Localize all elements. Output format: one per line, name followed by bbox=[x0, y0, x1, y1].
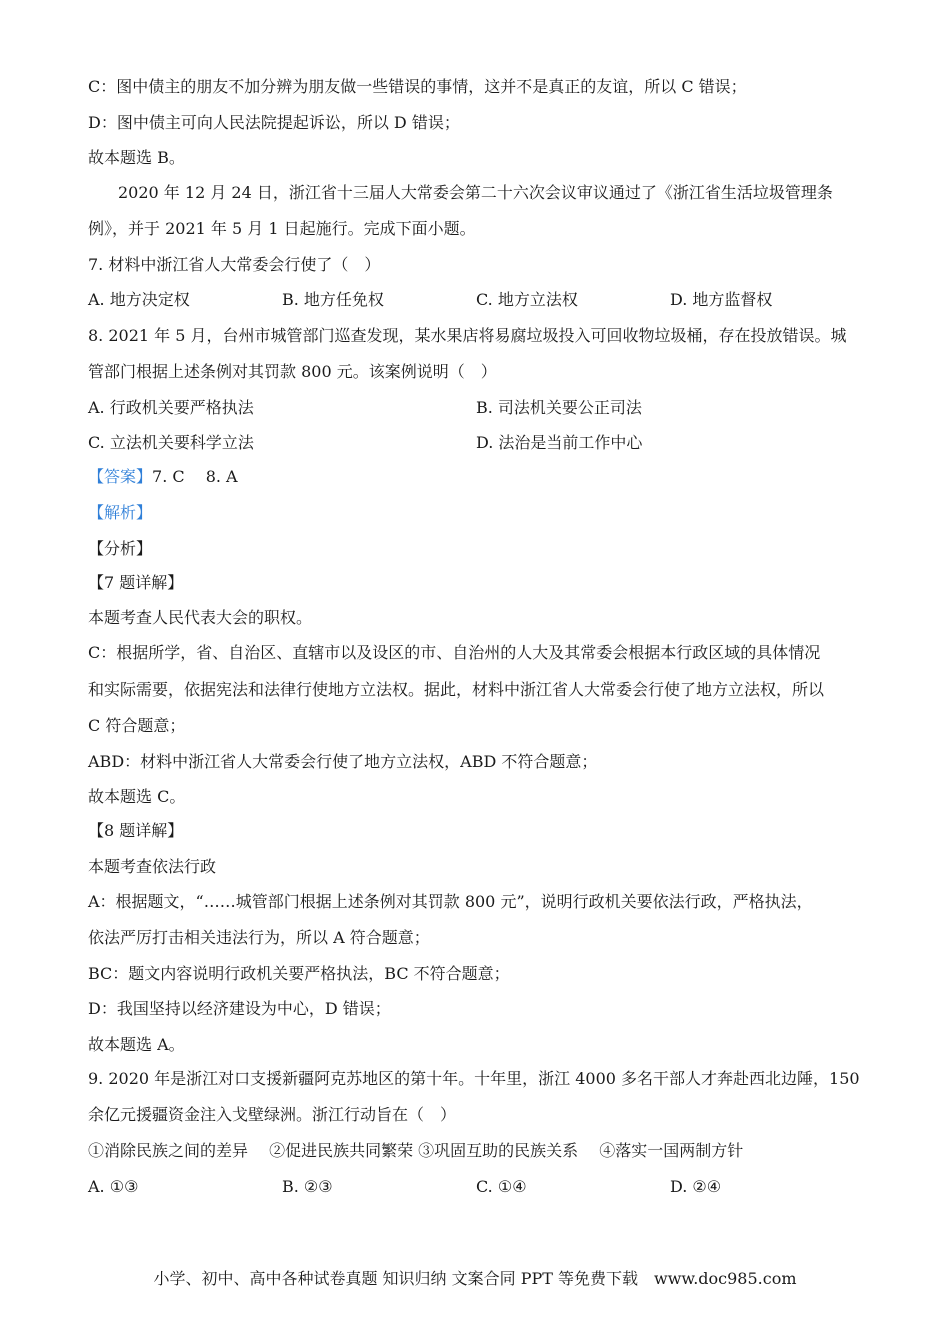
q7-detail-6: 故本题选 C。 bbox=[88, 787, 186, 806]
question-9-items: ①消除民族之间的差异 ②促进民族共同繁荣 ③巩固互助的民族关系 ④落实一国两制方针 bbox=[88, 1141, 744, 1160]
q9-option-d: D. ②④ bbox=[670, 1177, 722, 1196]
question-7: 7. 材料中浙江省人大常委会行使了（ ） bbox=[88, 255, 381, 274]
q7-detail-1: 本题考查人民代表大会的职权。 bbox=[88, 608, 313, 627]
q8-detail-4: BC：题文内容说明行政机关要严格执法，BC 不符合题意； bbox=[88, 964, 510, 983]
footer-watermark: 小学、初中、高中各种试卷真题 知识归纳 文案合同 PPT 等免费下载 www.doc985.com bbox=[153, 1269, 797, 1288]
q7-option-b: B. 地方任免权 bbox=[282, 290, 384, 309]
material-intro-2: 例》，并于 2021 年 5 月 1 日起施行。完成下面小题。 bbox=[88, 219, 476, 238]
analysis-tag: 【解析】 bbox=[88, 503, 153, 522]
q9-option-a: A. ①③ bbox=[88, 1177, 139, 1196]
q7-detail-3: 和实际需要，依据宪法和法律行使地方立法权。据此，材料中浙江省人大常委会行使了地方立法权，所以 bbox=[88, 680, 825, 699]
q8-detail-6: 故本题选 A。 bbox=[88, 1035, 185, 1054]
q9-option-b: B. ②③ bbox=[282, 1177, 333, 1196]
q8-detail-title: 【8 题详解】 bbox=[88, 821, 184, 840]
q7-option-d: D. 地方监督权 bbox=[670, 290, 773, 309]
q7-detail-title: 【7 题详解】 bbox=[88, 573, 184, 592]
question-8-line1: 8. 2021 年 5 月，台州市城管部门巡查发现，某水果店将易腐垃圾投入可回收物垃圾桶，存在投放错误。城 bbox=[88, 326, 847, 345]
q8-detail-2: A：根据题文，“……城管部门根据上述条例对其罚款 800 元”，说明行政机关要依法行政，严格执法， bbox=[88, 892, 813, 911]
material-intro-1: 2020 年 12 月 24 日，浙江省十三届人大常委会第二十六次会议审议通过了《浙江省生活垃圾管理条 bbox=[118, 183, 833, 202]
analysis-heading: 【分析】 bbox=[88, 539, 153, 558]
conclusion-b: 故本题选 B。 bbox=[88, 148, 185, 167]
question-9-line1: 9. 2020 年是浙江对口支援新疆阿克苏地区的第十年。十年里，浙江 4000 多名干部人才奔赴西北边陲，150 bbox=[88, 1069, 860, 1088]
q8-option-d: D. 法治是当前工作中心 bbox=[476, 433, 643, 452]
explanation-c: C：图中债主的朋友不加分辨为朋友做一些错误的事情，这并不是真正的友谊，所以 C 错误； bbox=[88, 77, 747, 96]
q7-detail-2: C：根据所学，省、自治区、直辖市以及设区的市、自治州的人大及其常委会根据本行政区域的具体情况 bbox=[88, 643, 821, 662]
question-9-line2: 余亿元援疆资金注入戈壁绿洲。浙江行动旨在（ ） bbox=[88, 1105, 457, 1124]
q8-option-c: C. 立法机关要科学立法 bbox=[88, 433, 254, 452]
explanation-d: D：图中债主可向人民法院提起诉讼，所以 D 错误； bbox=[88, 113, 460, 132]
question-8-line2: 管部门根据上述条例对其罚款 800 元。该案例说明（ ） bbox=[88, 362, 497, 381]
q8-option-a: A. 行政机关要严格执法 bbox=[88, 398, 254, 417]
q8-detail-5: D：我国坚持以经济建设为中心，D 错误； bbox=[88, 999, 391, 1018]
q7-option-a: A. 地方决定权 bbox=[88, 290, 190, 309]
answer-text: 7. C 8. A bbox=[152, 467, 238, 486]
q8-detail-3: 依法严厉打击相关违法行为，所以 A 符合题意； bbox=[88, 928, 430, 947]
q7-detail-5: ABD：材料中浙江省人大常委会行使了地方立法权，ABD 不符合题意； bbox=[88, 752, 598, 771]
answer-line bbox=[88, 466, 890, 488]
answer-tag: 【答案】 bbox=[88, 467, 153, 486]
q9-option-c: C. ①④ bbox=[476, 1177, 527, 1196]
q8-detail-1: 本题考查依法行政 bbox=[88, 857, 217, 876]
q7-detail-4: C 符合题意； bbox=[88, 716, 186, 735]
q8-option-b: B. 司法机关要公正司法 bbox=[476, 398, 642, 417]
q7-option-c: C. 地方立法权 bbox=[476, 290, 578, 309]
